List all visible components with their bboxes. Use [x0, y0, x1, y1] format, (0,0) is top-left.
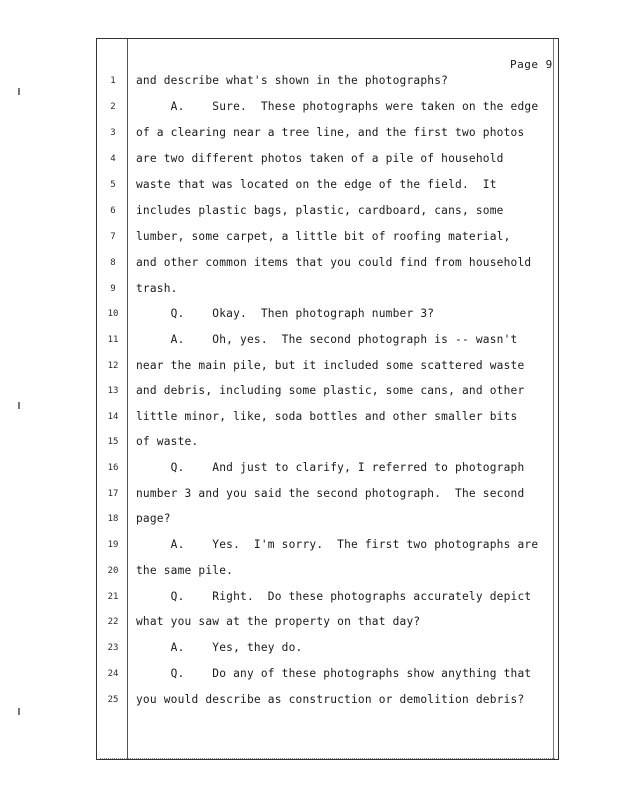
transcript-line	[96, 98, 559, 118]
scan-mark	[18, 708, 20, 715]
line-number: 6	[110, 206, 116, 216]
line-text: what you saw at the property on that day?	[136, 615, 421, 628]
line-number: 19	[107, 540, 119, 550]
line-number: 1	[110, 76, 116, 86]
line-text: A. Yes, they do.	[136, 641, 303, 654]
transcript-line	[96, 176, 559, 196]
line-text: Q. Right. Do these photographs accurately depict	[136, 590, 532, 603]
transcript-line	[96, 433, 559, 453]
transcript-line	[96, 150, 559, 170]
line-text: A. Yes. I'm sorry. The first two photographs are	[136, 538, 539, 551]
line-text: and describe what's shown in the photographs?	[136, 74, 449, 87]
line-number: 24	[107, 669, 119, 679]
line-text: trash.	[136, 282, 178, 295]
transcript-line	[96, 305, 559, 325]
line-number: 17	[107, 489, 119, 499]
line-text: and debris, including some plastic, some cans, and other	[136, 384, 525, 397]
transcript-line	[96, 510, 559, 530]
line-number: 22	[107, 617, 119, 627]
transcript-line	[96, 639, 559, 659]
transcript-line	[96, 280, 559, 300]
line-text: includes plastic bags, plastic, cardboard, cans, some	[136, 204, 504, 217]
line-text: Q. Okay. Then photograph number 3?	[136, 307, 435, 320]
transcript-line	[96, 228, 559, 248]
line-number: 10	[107, 309, 119, 319]
line-number: 2	[110, 102, 116, 112]
line-text: A. Sure. These photographs were taken on the edge	[136, 100, 539, 113]
transcript-line	[96, 202, 559, 222]
transcript-line	[96, 331, 559, 351]
line-number: 18	[107, 514, 119, 524]
line-text: page?	[136, 512, 171, 525]
line-number: 9	[110, 284, 116, 294]
transcript-line	[96, 588, 559, 608]
line-number: 15	[107, 437, 119, 447]
scan-mark	[18, 402, 20, 409]
line-number: 3	[110, 128, 116, 138]
transcript-line	[96, 691, 559, 711]
line-text: of waste.	[136, 435, 199, 448]
line-text: the same pile.	[136, 564, 234, 577]
line-text: Q. And just to clarify, I referred to photograph	[136, 461, 525, 474]
line-number: 21	[107, 592, 119, 602]
line-number: 7	[110, 232, 116, 242]
line-number: 8	[110, 258, 116, 268]
transcript-line	[96, 357, 559, 377]
line-text: number 3 and you said the second photograph. The second	[136, 487, 525, 500]
line-number: 11	[107, 335, 119, 345]
line-text: lumber, some carpet, a little bit of roofing material,	[136, 230, 511, 243]
line-text: Q. Do any of these photographs show anything that	[136, 667, 532, 680]
line-text: waste that was located on the edge of the field. It	[136, 178, 497, 191]
line-number: 25	[107, 695, 119, 705]
line-number: 14	[107, 412, 119, 422]
transcript-line	[96, 382, 559, 402]
scan-artifact	[100, 758, 555, 762]
line-number: 16	[107, 463, 119, 473]
page-number: Page 9	[510, 58, 553, 71]
transcript-line	[96, 536, 559, 556]
line-number: 5	[110, 180, 116, 190]
line-text: A. Oh, yes. The second photograph is -- wasn't	[136, 333, 518, 346]
transcript-line	[96, 459, 559, 479]
line-number: 20	[107, 566, 119, 576]
line-number: 12	[107, 361, 119, 371]
line-text: near the main pile, but it included some scattered waste	[136, 359, 525, 372]
line-text: and other common items that you could find from household	[136, 256, 532, 269]
transcript-line	[96, 254, 559, 274]
line-text: you would describe as construction or demolition debris?	[136, 693, 525, 706]
transcript-line	[96, 408, 559, 428]
scan-mark	[18, 88, 20, 95]
line-text: little minor, like, soda bottles and other smaller bits	[136, 410, 518, 423]
transcript-line	[96, 665, 559, 685]
line-text: are two different photos taken of a pile of household	[136, 152, 504, 165]
transcript-line	[96, 613, 559, 633]
line-number: 13	[107, 386, 119, 396]
transcript-line	[96, 72, 559, 92]
transcript-line	[96, 124, 559, 144]
line-number: 4	[110, 154, 116, 164]
line-text: of a clearing near a tree line, and the first two photos	[136, 126, 525, 139]
transcript-line	[96, 485, 559, 505]
transcript-line	[96, 562, 559, 582]
line-number: 23	[107, 643, 119, 653]
